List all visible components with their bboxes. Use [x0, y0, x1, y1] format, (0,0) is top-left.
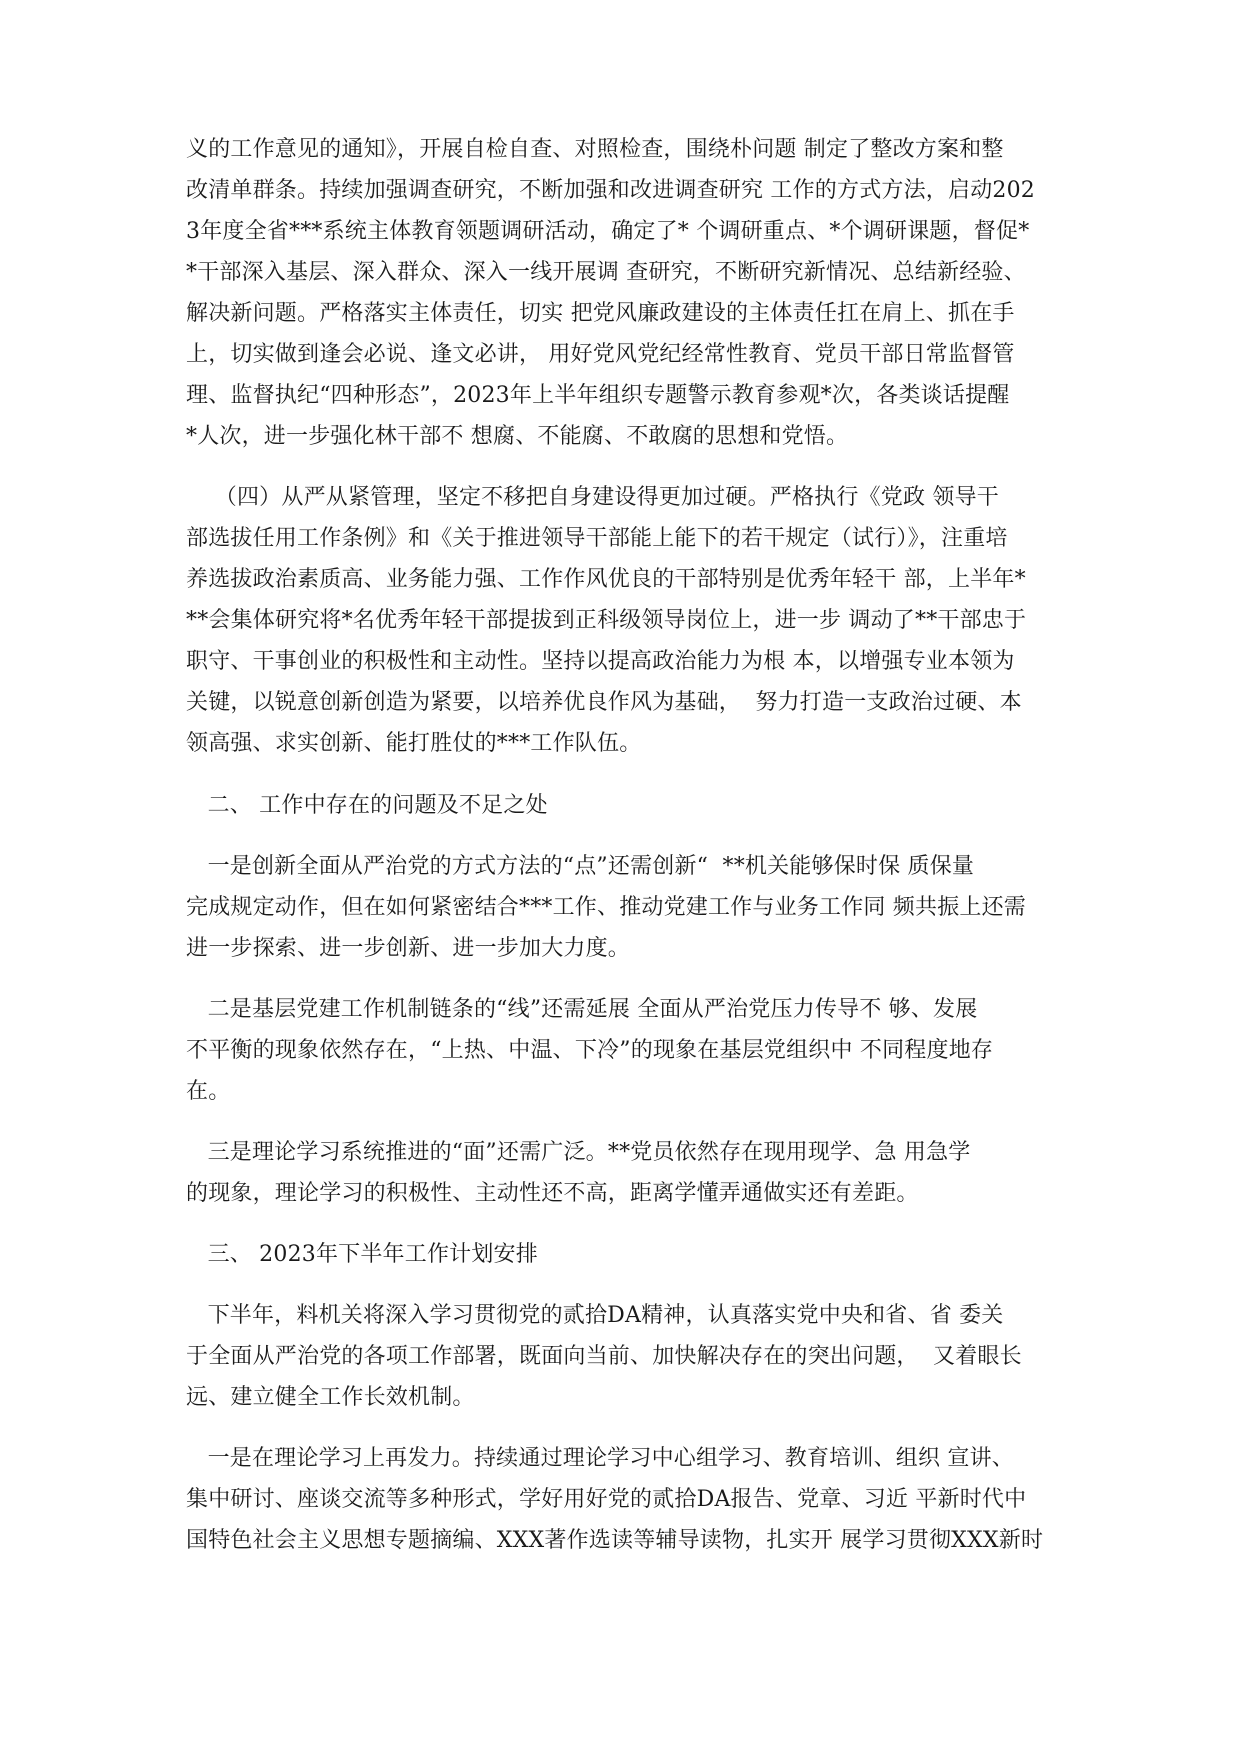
text-line: 集中研讨、座谈交流等多种形式，学好用好党的贰拾DA报告、党章、习近 平新时代中	[186, 1487, 1027, 1512]
text-line: 关键，以锐意创新创造为紧要，以培养优良作风为基础， 努力打造一支政治过硬、本	[186, 690, 1022, 715]
text-line: 不平衡的现象依然存在，“上热、中温、下冷”的现象在基层党组织中 不同程度地存	[186, 1038, 994, 1063]
text-line: 义的工作意见的通知》，开展自检自查、对照检查，围绕朴问题 制定了整改方案和整	[186, 137, 1004, 162]
text-line: 于全面从严治党的各项工作部署，既面向当前、加快解决存在的突出问题， 又着眼长	[186, 1344, 1022, 1369]
text-line: 职守、干事创业的积极性和主动性。坚持以提高政治能力为根 本，以增强专业本领为	[186, 649, 1015, 674]
text-line: 完成规定动作，但在如何紧密结合***工作、推动党建工作与业务工作同 频共振上还需	[186, 895, 1026, 920]
text-line: *干部深入基层、深入群众、深入一线开展调 查研究，不断研究新情况、总结新经验、	[186, 260, 1026, 285]
text-line: （四）从严从紧管理，坚定不移把自身建设得更加过硬。严格执行《党政 领导干	[186, 485, 999, 510]
text-line: 远、建立健全工作长效机制。	[186, 1385, 475, 1410]
text-line: 三是理论学习系统推进的“面”还需广泛。**党员依然存在现用现学、急 用急学	[186, 1140, 971, 1165]
text-line: 部选拔任用工作条例》和《关于推进领导干部能上能下的若干规定（试行）》，注重培	[186, 526, 1008, 551]
section-heading: 三、 2023年下半年工作计划安排	[186, 1242, 538, 1267]
text-line: 一是在理论学习上再发力。持续通过理论学习中心组学习、教育培训、组织 宣讲、	[186, 1446, 1014, 1471]
text-line: **会集体研究将*名优秀年轻干部提拔到正科级领导岗位上，进一步 调动了**干部忠于	[186, 608, 1027, 633]
text-line: 养选拔政治素质高、业务能力强、工作作风优良的干部特别是优秀年轻干 部，上半年*	[186, 567, 1026, 592]
text-line: 3年度全省***系统主体教育领题调研活动，确定了* 个调研重点、*个调研课题，督促*	[186, 219, 1030, 244]
text-line: 下半年，料机关将深入学习贯彻党的贰拾DA精神，认真落实党中央和省、省 委关	[186, 1303, 1004, 1328]
text-line: 上，切实做到逢会必说、逢文必讲， 用好党风党纪经常性教育、党员干部日常监督管	[186, 342, 1015, 367]
text-line: 国特色社会主义思想专题摘编、XXX著作选读等辅导读物，扎实开 展学习贯彻XXX新时	[186, 1528, 1044, 1553]
section-heading: 二、 工作中存在的问题及不足之处	[186, 793, 548, 818]
text-line: 在。	[186, 1079, 231, 1104]
text-line: *人次，进一步强化林干部不 想腐、不能腐、不敢腐的思想和党悟。	[186, 424, 849, 449]
text-line: 领高强、求实创新、能打胜仗的***工作队伍。	[186, 731, 642, 756]
text-line: 进一步探索、进一步创新、进一步加大力度。	[186, 936, 631, 961]
text-line: 解决新问题。严格落实主体责任，切实 把党风廉政建设的主体责任扛在肩上、抓在手	[186, 301, 1015, 326]
text-line: 一是创新全面从严治党的方式方法的“点”还需创新“ **机关能够保时保 质保量	[186, 854, 975, 879]
text-line: 理、监督执纪“四种形态”，2023年上半年组织专题警示教育参观*次，各类谈话提醒	[186, 383, 1010, 408]
text-line: 的现象，理论学习的积极性、主动性还不高，距离学懂弄通做实还有差距。	[186, 1181, 919, 1206]
text-line: 改清单群条。持续加强调查研究，不断加强和改进调查研究 工作的方式方法，启动202	[186, 178, 1035, 203]
text-line: 二是基层党建工作机制链条的“线”还需延展 全面从严治党压力传导不 够、发展	[186, 997, 978, 1022]
